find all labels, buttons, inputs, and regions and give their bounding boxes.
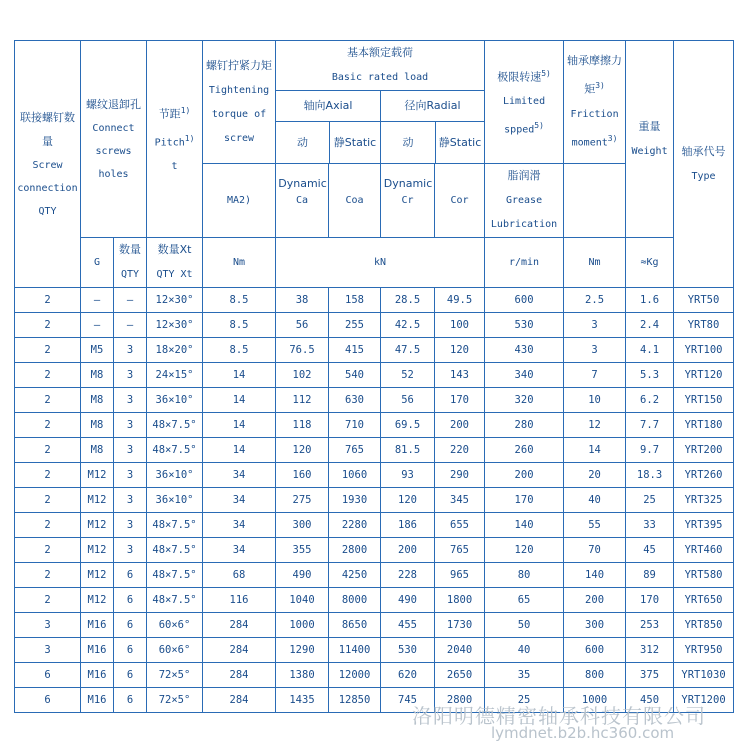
unit-rmin: r/min xyxy=(485,238,564,288)
unit-kg: ≈Kg xyxy=(626,238,674,288)
cell-weight: 170 xyxy=(626,588,674,613)
cell-speed: 320 xyxy=(485,388,564,413)
cell-weight: 5.3 xyxy=(626,363,674,388)
cell-friction: 3 xyxy=(564,313,626,338)
cell-screw-qty: 2 xyxy=(15,388,81,413)
table-row xyxy=(15,388,734,413)
cell-weight: 6.2 xyxy=(626,388,674,413)
cell-screw-qty: 2 xyxy=(15,438,81,463)
cell-axial-stat: 12000 xyxy=(329,663,381,688)
col-header-g: G xyxy=(81,238,114,288)
cell-hole-g: M12 xyxy=(81,488,114,513)
table-row xyxy=(15,563,734,588)
col-header-holes: 螺纹退卸孔 Connect screws holes xyxy=(81,41,147,238)
cell-speed: 80 xyxy=(485,563,564,588)
cell-type: YRT1030 xyxy=(674,663,734,688)
cell-radial-stat: 2650 xyxy=(435,663,485,688)
cell-radial-stat: 143 xyxy=(435,363,485,388)
cell-radial-dyn: 228 xyxy=(381,563,435,588)
cell-screw-qty: 2 xyxy=(15,463,81,488)
cell-torque: 68 xyxy=(203,563,276,588)
cell-torque: 8.5 xyxy=(203,313,276,338)
cell-screw-qty: 2 xyxy=(15,338,81,363)
table-row xyxy=(15,663,734,688)
cell-radial-stat: 100 xyxy=(435,313,485,338)
cell-weight: 7.7 xyxy=(626,413,674,438)
cell-axial-dyn: 112 xyxy=(276,388,329,413)
cell-type: YRT260 xyxy=(674,463,734,488)
cell-weight: 253 xyxy=(626,613,674,638)
col-header-type: 轴承代号 Type xyxy=(674,41,734,288)
cell-hole-g: M12 xyxy=(81,463,114,488)
cell-type: YRT950 xyxy=(674,638,734,663)
cell-radial-stat: 1730 xyxy=(435,613,485,638)
col-header-ca: Ca xyxy=(276,164,329,238)
table-row xyxy=(15,463,734,488)
cell-type: YRT50 xyxy=(674,288,734,313)
cell-radial-dyn: 28.5 xyxy=(381,288,435,313)
col-header-friction: 轴承摩擦力矩$^{3)}$ Friction moment$^{3)}$ xyxy=(564,41,626,164)
cell-radial-stat: 120 xyxy=(435,338,485,363)
cell-type: YRT80 xyxy=(674,313,734,338)
cell-hole-g: M8 xyxy=(81,413,114,438)
cell-axial-dyn: 120 xyxy=(276,438,329,463)
cell-pitch: 24×15° xyxy=(147,363,203,388)
cell-speed: 260 xyxy=(485,438,564,463)
cell-friction: 10 xyxy=(564,388,626,413)
cell-pitch: 48×7.5° xyxy=(147,438,203,463)
cell-hole-qty: — xyxy=(114,313,147,338)
cell-radial-stat: 765 xyxy=(435,538,485,563)
cell-weight: 375 xyxy=(626,663,674,688)
cell-torque: 34 xyxy=(203,513,276,538)
col-header-cor: Cor xyxy=(435,164,485,238)
cell-axial-stat: 158 xyxy=(329,288,381,313)
cell-axial-dyn: 490 xyxy=(276,563,329,588)
cell-speed: 120 xyxy=(485,538,564,563)
bearing-spec-table xyxy=(14,40,734,713)
cell-hole-g: M16 xyxy=(81,688,114,713)
col-header-friction-blank xyxy=(564,164,626,238)
cell-weight: 45 xyxy=(626,538,674,563)
cell-torque: 34 xyxy=(203,538,276,563)
cell-radial-dyn: 490 xyxy=(381,588,435,613)
col-header-qty2: 数量 QTY xyxy=(114,238,147,288)
cell-friction: 140 xyxy=(564,563,626,588)
cell-axial-stat: 415 xyxy=(329,338,381,363)
cell-friction: 300 xyxy=(564,613,626,638)
cell-type: YRT395 xyxy=(674,513,734,538)
cell-weight: 9.7 xyxy=(626,438,674,463)
cell-pitch: 48×7.5° xyxy=(147,538,203,563)
cell-axial-stat: 1930 xyxy=(329,488,381,513)
table-row xyxy=(15,488,734,513)
cell-speed: 170 xyxy=(485,488,564,513)
cell-hole-g: M12 xyxy=(81,538,114,563)
cell-hole-g: M8 xyxy=(81,388,114,413)
cell-radial-stat: 170 xyxy=(435,388,485,413)
cell-radial-stat: 220 xyxy=(435,438,485,463)
cell-pitch: 36×10° xyxy=(147,463,203,488)
cell-axial-dyn: 160 xyxy=(276,463,329,488)
cell-radial-dyn: 200 xyxy=(381,538,435,563)
cell-type: YRT1200 xyxy=(674,688,734,713)
cell-radial-dyn: 120 xyxy=(381,488,435,513)
cell-radial-stat: 1800 xyxy=(435,588,485,613)
cell-hole-qty: 3 xyxy=(114,438,147,463)
cell-radial-dyn: 47.5 xyxy=(381,338,435,363)
cell-radial-stat: 2800 xyxy=(435,688,485,713)
cell-radial-dyn: 530 xyxy=(381,638,435,663)
cell-axial-dyn: 38 xyxy=(276,288,329,313)
cell-pitch: 72×5° xyxy=(147,663,203,688)
cell-radial-dyn: 42.5 xyxy=(381,313,435,338)
cell-screw-qty: 3 xyxy=(15,613,81,638)
cell-hole-qty: 6 xyxy=(114,688,147,713)
cell-speed: 280 xyxy=(485,413,564,438)
cell-screw-qty: 6 xyxy=(15,688,81,713)
table-row xyxy=(15,313,734,338)
cell-hole-g: M12 xyxy=(81,563,114,588)
cell-friction: 800 xyxy=(564,663,626,688)
table-row xyxy=(15,638,734,663)
cell-screw-qty: 2 xyxy=(15,413,81,438)
cell-pitch: 36×10° xyxy=(147,488,203,513)
cell-axial-dyn: 76.5 xyxy=(276,338,329,363)
cell-axial-dyn: 1000 xyxy=(276,613,329,638)
cell-radial-dyn: 81.5 xyxy=(381,438,435,463)
cell-screw-qty: 2 xyxy=(15,288,81,313)
axial-dynamic-label: 动Dynamic xyxy=(276,122,330,163)
cell-hole-qty: 6 xyxy=(114,613,147,638)
table-row xyxy=(15,588,734,613)
cell-weight: 4.1 xyxy=(626,338,674,363)
cell-friction: 600 xyxy=(564,638,626,663)
cell-radial-dyn: 745 xyxy=(381,688,435,713)
cell-pitch: 18×20° xyxy=(147,338,203,363)
cell-speed: 25 xyxy=(485,688,564,713)
table-row xyxy=(15,338,734,363)
cell-torque: 284 xyxy=(203,613,276,638)
cell-type: YRT580 xyxy=(674,563,734,588)
col-header-axial-group: 轴向Axial 动Dynamic 静Static xyxy=(276,91,381,164)
cell-screw-qty: 2 xyxy=(15,588,81,613)
cell-radial-dyn: 52 xyxy=(381,363,435,388)
col-header-coa: Coa xyxy=(329,164,381,238)
cell-axial-dyn: 1290 xyxy=(276,638,329,663)
cell-torque: 34 xyxy=(203,488,276,513)
col-header-cr: Cr xyxy=(381,164,435,238)
cell-friction: 40 xyxy=(564,488,626,513)
table-row xyxy=(15,513,734,538)
table-body xyxy=(15,288,734,713)
cell-screw-qty: 2 xyxy=(15,563,81,588)
cell-axial-dyn: 275 xyxy=(276,488,329,513)
cell-type: YRT180 xyxy=(674,413,734,438)
cell-type: YRT650 xyxy=(674,588,734,613)
cell-hole-qty: 3 xyxy=(114,363,147,388)
cell-type: YRT100 xyxy=(674,338,734,363)
cell-screw-qty: 2 xyxy=(15,313,81,338)
cell-screw-qty: 6 xyxy=(15,663,81,688)
cell-weight: 2.4 xyxy=(626,313,674,338)
cell-axial-dyn: 355 xyxy=(276,538,329,563)
cell-weight: 25 xyxy=(626,488,674,513)
cell-pitch: 48×7.5° xyxy=(147,413,203,438)
unit-nm: Nm xyxy=(203,238,276,288)
cell-hole-g: M8 xyxy=(81,438,114,463)
cell-speed: 600 xyxy=(485,288,564,313)
cell-type: YRT850 xyxy=(674,613,734,638)
cell-hole-g: M16 xyxy=(81,613,114,638)
cell-pitch: 36×10° xyxy=(147,388,203,413)
cell-hole-qty: 3 xyxy=(114,388,147,413)
col-header-pitch: 节距$^{1)}$ Pitch$^{1)}$ t xyxy=(147,41,203,238)
watermark-url: lymdnet.b2b.hc360.com xyxy=(491,724,675,742)
cell-axial-stat: 8650 xyxy=(329,613,381,638)
cell-screw-qty: 3 xyxy=(15,638,81,663)
cell-friction: 70 xyxy=(564,538,626,563)
cell-hole-g: M16 xyxy=(81,663,114,688)
cell-weight: 312 xyxy=(626,638,674,663)
col-header-grease: 脂润滑 Grease Lubrication xyxy=(485,164,564,238)
cell-speed: 65 xyxy=(485,588,564,613)
cell-pitch: 12×30° xyxy=(147,288,203,313)
cell-axial-stat: 765 xyxy=(329,438,381,463)
cell-screw-qty: 2 xyxy=(15,363,81,388)
cell-axial-dyn: 102 xyxy=(276,363,329,388)
cell-friction: 200 xyxy=(564,588,626,613)
cell-radial-stat: 965 xyxy=(435,563,485,588)
cell-weight: 1.6 xyxy=(626,288,674,313)
cell-weight: 18.3 xyxy=(626,463,674,488)
col-header-ma: MA2) xyxy=(203,164,276,238)
table-row xyxy=(15,288,734,313)
col-header-rated-load: 基本额定载荷 Basic rated load xyxy=(276,41,485,91)
cell-axial-stat: 2800 xyxy=(329,538,381,563)
cell-axial-dyn: 1435 xyxy=(276,688,329,713)
cell-torque: 14 xyxy=(203,363,276,388)
cell-torque: 8.5 xyxy=(203,338,276,363)
cell-weight: 89 xyxy=(626,563,674,588)
cell-pitch: 72×5° xyxy=(147,688,203,713)
cell-axial-stat: 11400 xyxy=(329,638,381,663)
col-header-radial-group: 径向Radial 动Dynamic 静Static xyxy=(381,91,485,164)
cell-radial-dyn: 93 xyxy=(381,463,435,488)
cell-type: YRT325 xyxy=(674,488,734,513)
cell-pitch: 48×7.5° xyxy=(147,563,203,588)
cell-hole-g: M16 xyxy=(81,638,114,663)
col-header-weight: 重量 Weight xyxy=(626,41,674,238)
cell-weight: 33 xyxy=(626,513,674,538)
cell-friction: 55 xyxy=(564,513,626,538)
cell-axial-dyn: 300 xyxy=(276,513,329,538)
cell-radial-dyn: 455 xyxy=(381,613,435,638)
cell-speed: 35 xyxy=(485,663,564,688)
cell-hole-g: M5 xyxy=(81,338,114,363)
cell-hole-qty: — xyxy=(114,288,147,313)
cell-speed: 340 xyxy=(485,363,564,388)
radial-dynamic-label: 动Dynamic xyxy=(381,122,436,163)
watermark-company: 洛阳明德精密轴承科技有限公司 xyxy=(412,704,706,728)
cell-hole-qty: 3 xyxy=(114,338,147,363)
cell-weight: 450 xyxy=(626,688,674,713)
cell-friction: 3 xyxy=(564,338,626,363)
cell-pitch: 48×7.5° xyxy=(147,588,203,613)
cell-pitch: 48×7.5° xyxy=(147,513,203,538)
cell-axial-stat: 540 xyxy=(329,363,381,388)
cell-radial-stat: 49.5 xyxy=(435,288,485,313)
cell-radial-dyn: 69.5 xyxy=(381,413,435,438)
cell-axial-dyn: 118 xyxy=(276,413,329,438)
cell-hole-qty: 3 xyxy=(114,538,147,563)
cell-friction: 20 xyxy=(564,463,626,488)
cell-radial-dyn: 56 xyxy=(381,388,435,413)
cell-hole-qty: 6 xyxy=(114,663,147,688)
cell-torque: 14 xyxy=(203,438,276,463)
cell-torque: 14 xyxy=(203,413,276,438)
cell-radial-stat: 655 xyxy=(435,513,485,538)
cell-type: YRT200 xyxy=(674,438,734,463)
cell-torque: 34 xyxy=(203,463,276,488)
cell-axial-stat: 255 xyxy=(329,313,381,338)
cell-radial-dyn: 186 xyxy=(381,513,435,538)
cell-speed: 200 xyxy=(485,463,564,488)
cell-axial-stat: 710 xyxy=(329,413,381,438)
col-header-torque: 螺钉拧紧力矩 Tightening torque of screw xyxy=(203,41,276,164)
cell-torque: 284 xyxy=(203,663,276,688)
cell-torque: 116 xyxy=(203,588,276,613)
cell-axial-stat: 4250 xyxy=(329,563,381,588)
table-row xyxy=(15,363,734,388)
cell-hole-g: — xyxy=(81,288,114,313)
cell-axial-dyn: 56 xyxy=(276,313,329,338)
cell-hole-qty: 6 xyxy=(114,638,147,663)
cell-axial-stat: 12850 xyxy=(329,688,381,713)
cell-radial-stat: 2040 xyxy=(435,638,485,663)
cell-screw-qty: 2 xyxy=(15,513,81,538)
cell-radial-stat: 200 xyxy=(435,413,485,438)
cell-radial-stat: 345 xyxy=(435,488,485,513)
cell-friction: 1000 xyxy=(564,688,626,713)
cell-hole-qty: 6 xyxy=(114,588,147,613)
cell-hole-g: — xyxy=(81,313,114,338)
cell-type: YRT120 xyxy=(674,363,734,388)
cell-hole-g: M8 xyxy=(81,363,114,388)
cell-axial-stat: 2280 xyxy=(329,513,381,538)
cell-hole-g: M12 xyxy=(81,588,114,613)
table-row xyxy=(15,538,734,563)
axial-static-label: 静Static xyxy=(333,136,377,149)
cell-friction: 7 xyxy=(564,363,626,388)
cell-speed: 530 xyxy=(485,313,564,338)
cell-radial-dyn: 620 xyxy=(381,663,435,688)
col-header-qty-xt: 数量Xt QTY Xt xyxy=(147,238,203,288)
table-row xyxy=(15,413,734,438)
table-row xyxy=(15,613,734,638)
cell-friction: 12 xyxy=(564,413,626,438)
cell-screw-qty: 2 xyxy=(15,538,81,563)
cell-friction: 14 xyxy=(564,438,626,463)
cell-torque: 8.5 xyxy=(203,288,276,313)
cell-hole-qty: 3 xyxy=(114,463,147,488)
radial-static-label: 静Static xyxy=(438,136,482,149)
cell-axial-stat: 1060 xyxy=(329,463,381,488)
cell-hole-qty: 6 xyxy=(114,563,147,588)
cell-screw-qty: 2 xyxy=(15,488,81,513)
cell-hole-g: M12 xyxy=(81,513,114,538)
cell-hole-qty: 3 xyxy=(114,513,147,538)
cell-pitch: 60×6° xyxy=(147,638,203,663)
cell-speed: 40 xyxy=(485,638,564,663)
cell-radial-stat: 290 xyxy=(435,463,485,488)
cell-pitch: 12×30° xyxy=(147,313,203,338)
cell-axial-dyn: 1040 xyxy=(276,588,329,613)
cell-type: YRT460 xyxy=(674,538,734,563)
cell-type: YRT150 xyxy=(674,388,734,413)
cell-speed: 140 xyxy=(485,513,564,538)
cell-speed: 50 xyxy=(485,613,564,638)
cell-torque: 14 xyxy=(203,388,276,413)
unit-kn: kN xyxy=(276,238,485,288)
table-row xyxy=(15,438,734,463)
cell-axial-stat: 8000 xyxy=(329,588,381,613)
cell-friction: 2.5 xyxy=(564,288,626,313)
unit-nm-friction: Nm xyxy=(564,238,626,288)
cell-hole-qty: 3 xyxy=(114,488,147,513)
col-header-screw-qty: 联接螺钉数量 Screw connection QTY xyxy=(15,41,81,288)
col-header-speed: 极限转速$^{5)}$ Limited spped$^{5)}$ xyxy=(485,41,564,164)
cell-axial-dyn: 1380 xyxy=(276,663,329,688)
cell-pitch: 60×6° xyxy=(147,613,203,638)
cell-torque: 284 xyxy=(203,638,276,663)
cell-speed: 430 xyxy=(485,338,564,363)
cell-axial-stat: 630 xyxy=(329,388,381,413)
cell-hole-qty: 3 xyxy=(114,413,147,438)
cell-torque: 284 xyxy=(203,688,276,713)
